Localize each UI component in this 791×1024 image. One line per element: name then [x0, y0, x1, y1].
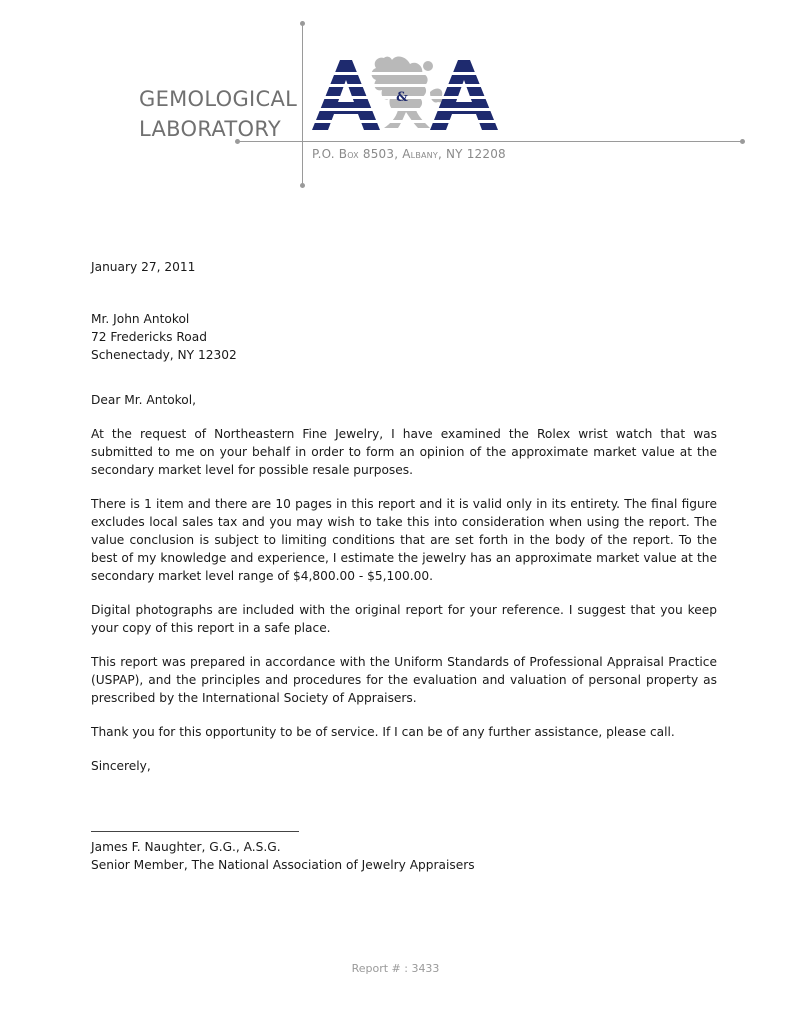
- paragraph-photographs: Digital photographs are included with the original report for your reference. I suggest that you keep your copy of this report in a safe place.: [91, 603, 717, 635]
- report-number: Report # : 3433: [351, 962, 440, 975]
- lab-name: [139, 84, 297, 144]
- paragraph-standards: This report was prepared in accordance with the Uniform Standards of Professional Appraisal Practice (USPAP), and the principles and procedures for the evaluation and valuation of personal property as prescribed by the International Society of Appraisers.: [91, 655, 717, 705]
- recipient-street: 72 Fredericks Road: [91, 330, 207, 344]
- paragraph-valuation: There is 1 item and there are 10 pages in this report and it is valid only in its entirety. The final figure excludes local sales tax and you may wish to take this into consideration when using the report. The value conclusion is subject to limiting conditions that are set forth in the body of the report. To the best of my knowledge and experience, I estimate the jewelry has an approximate market value at the secondary market level range of $4,800.00 - $5,100.00.: [91, 497, 717, 583]
- recipient-city: Schenectady, NY 12302: [91, 348, 237, 362]
- signature-title: Senior Member, The National Association of Jewelry Appraisers: [91, 858, 475, 872]
- rule-dot: [740, 139, 745, 144]
- letter-date: January 27, 2011: [91, 260, 196, 274]
- closing: Sincerely,: [91, 759, 151, 773]
- letterhead: [0, 0, 791, 200]
- recipient-address: [91, 310, 717, 364]
- lab-address: P.O. Box 8503, Albany, NY 12208: [312, 147, 506, 161]
- horizontal-rule: [238, 141, 742, 142]
- salutation: Dear Mr. Antokol,: [91, 393, 197, 407]
- logo-letter-a-left: [312, 60, 380, 130]
- lab-name-line2: LABORATORY: [139, 117, 282, 141]
- signature-line: [91, 831, 299, 832]
- rule-dot: [300, 183, 305, 188]
- lab-name-line1: GEMOLOGICAL: [139, 87, 298, 111]
- signature-name: James F. Naughter, G.G., A.S.G.: [91, 840, 281, 854]
- paragraph-thanks: Thank you for this opportunity to be of service. If I can be of any further assistance, please call.: [91, 725, 675, 739]
- vertical-rule: [302, 24, 303, 186]
- recipient-name: Mr. John Antokol: [91, 312, 190, 326]
- letter-body: [91, 258, 717, 874]
- logo-ampersand: &: [396, 90, 408, 105]
- paragraph-request: At the request of Northeastern Fine Jewelry, I have examined the Rolex wrist watch that was submitted to me on your behalf in order to form an opinion of the approximate market value at the secondary market level for possible resale purposes.: [91, 427, 717, 477]
